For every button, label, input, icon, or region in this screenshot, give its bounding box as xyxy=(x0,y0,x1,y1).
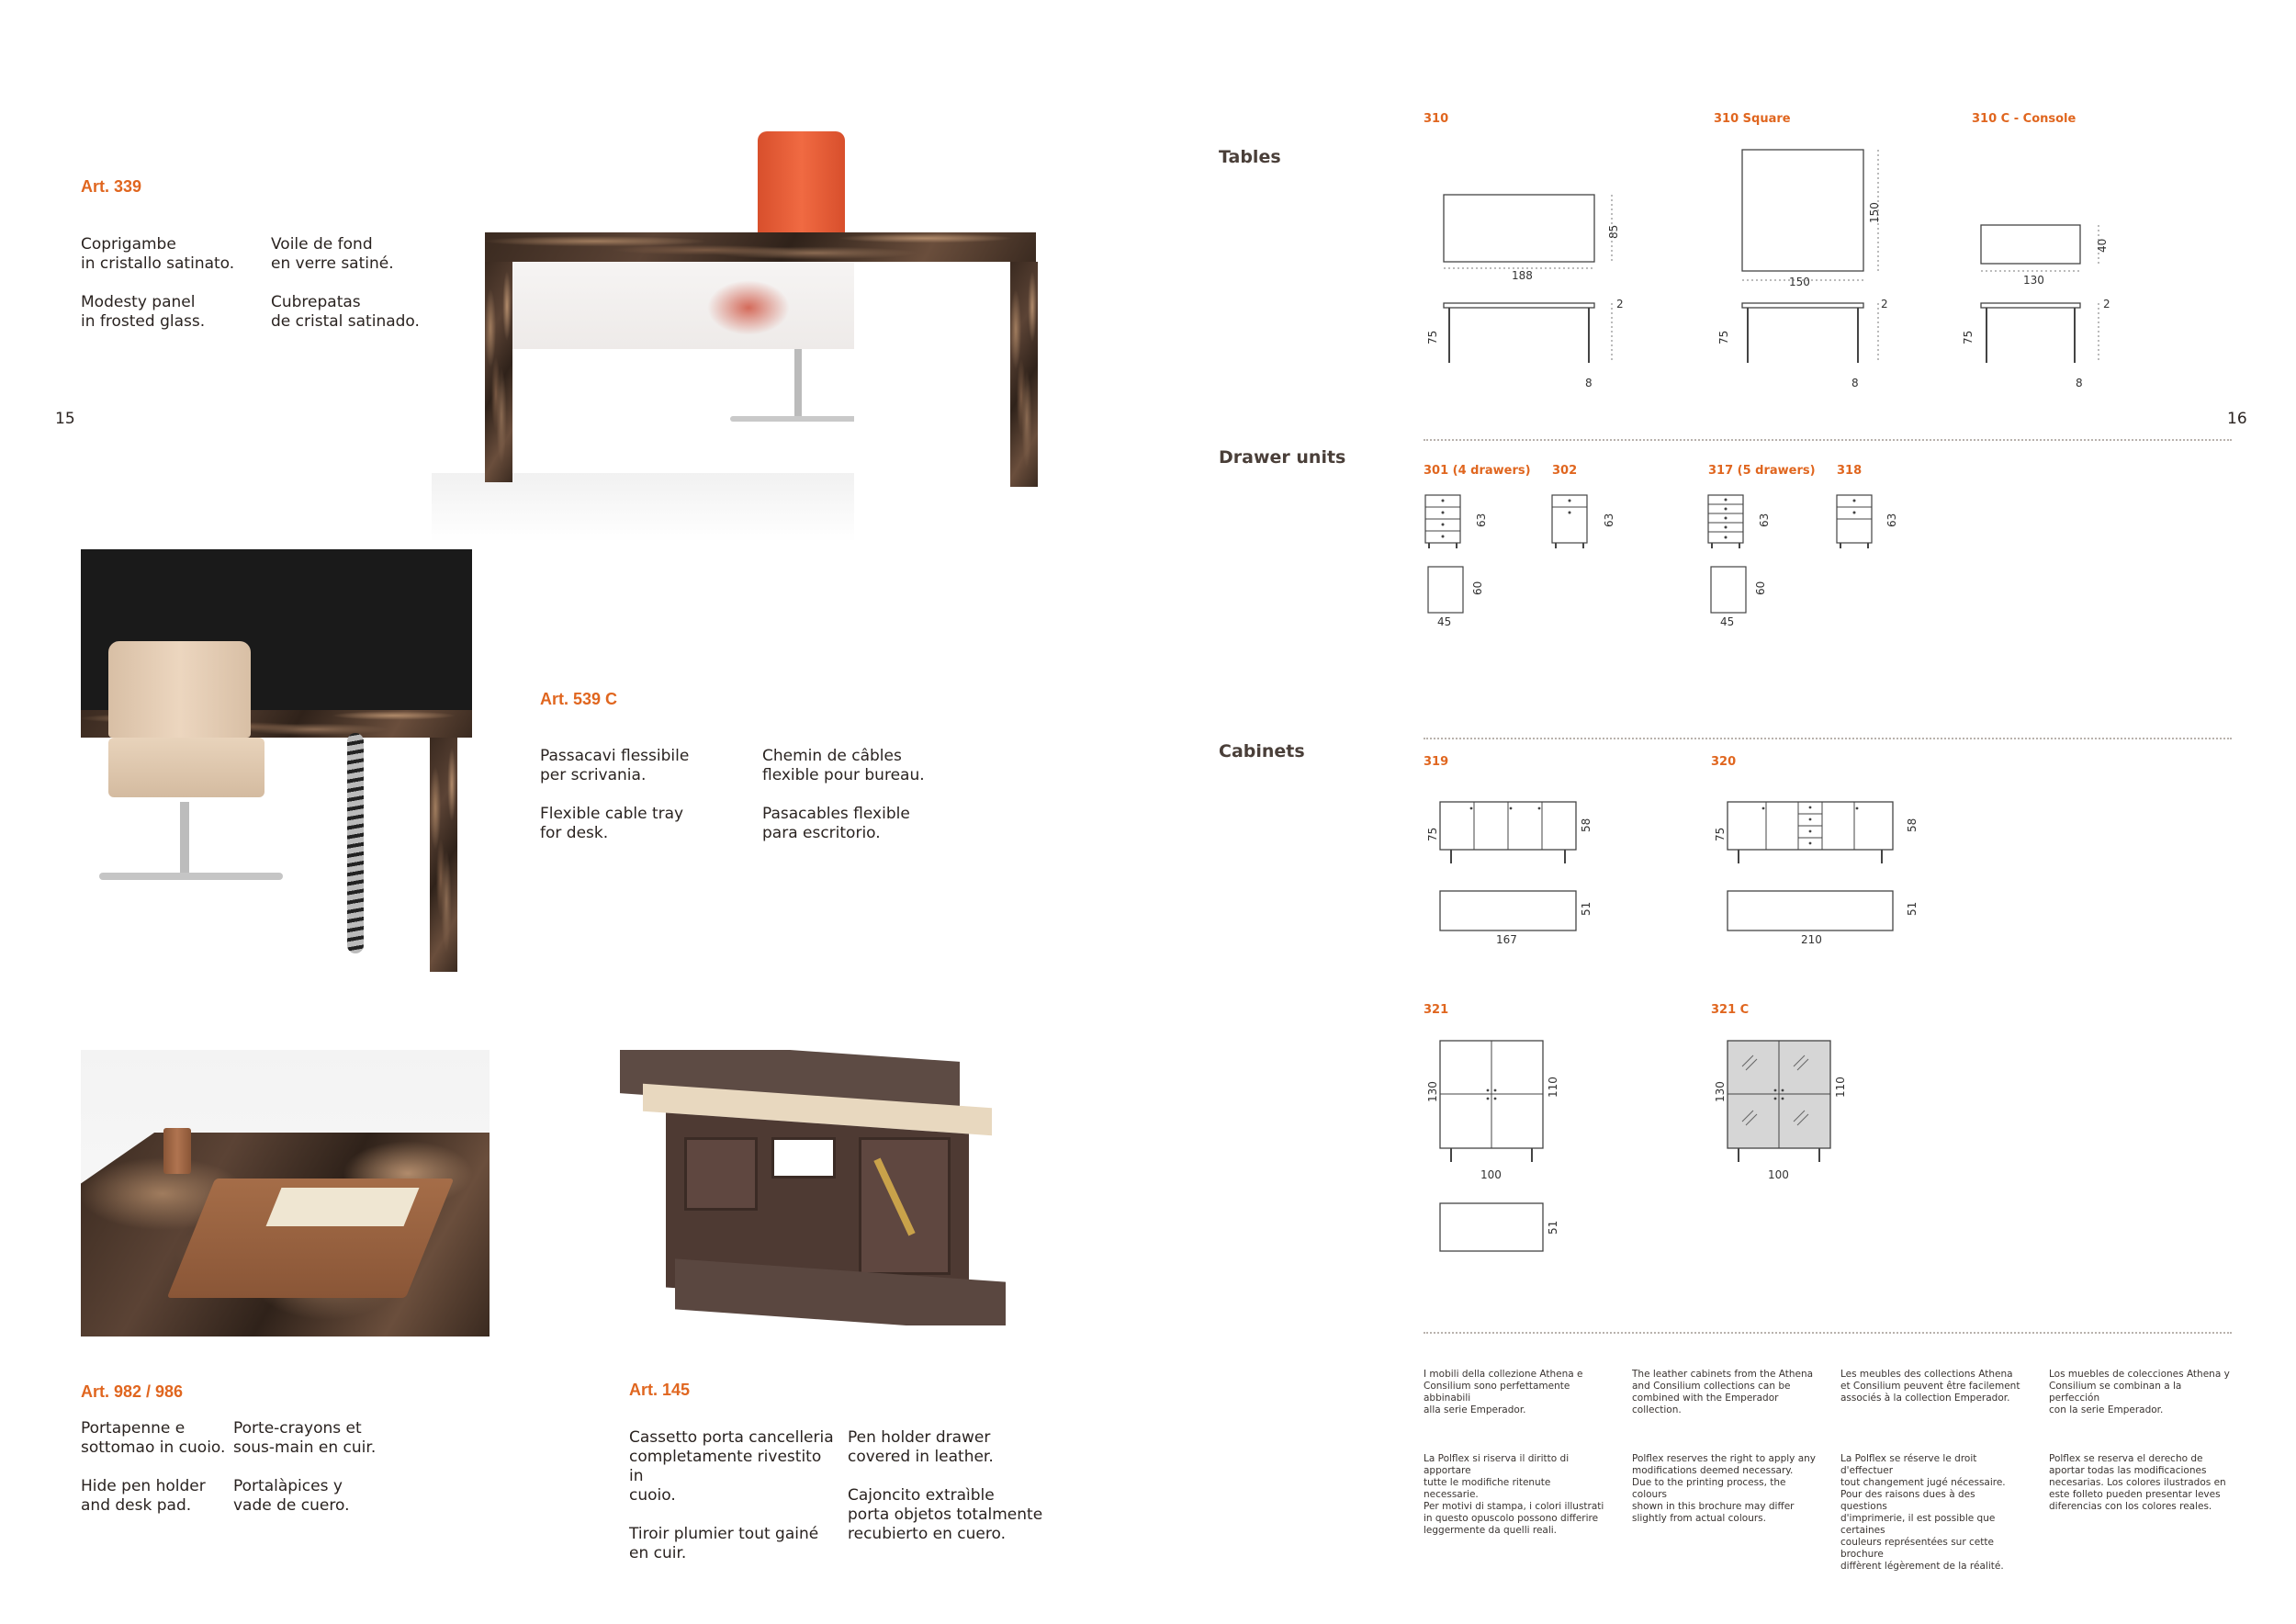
drawer-301-drawing xyxy=(1424,491,1497,629)
cable-tray-photo xyxy=(81,549,472,974)
footnote-es-2: Polflex se reserva el derecho de aportar todas las modificaciones necesarias. Los colores ilustrados en este folleto pueden presentar leves diferencias con los colores reales. xyxy=(2049,1453,2226,1512)
art-982-title: Art. 982 / 986 xyxy=(81,1382,184,1401)
drawer-301-depth: 60 xyxy=(1471,581,1484,595)
cabinet-321-depth: 51 xyxy=(1547,1220,1559,1235)
cabinet-319-depth: 51 xyxy=(1580,901,1593,916)
drawer-317-code: 317 (5 drawers) xyxy=(1708,464,1816,478)
desk-top xyxy=(485,232,1036,262)
table-310c-code: 310 C - Console xyxy=(1972,112,2077,126)
art-145-text-col1: Cassetto porta cancelleria completamente rivestito in cuoio. Tiroir plumier tout gainé en cuir. xyxy=(629,1428,834,1562)
table-310-width: 188 xyxy=(1512,269,1533,282)
cabinet-320-total-height: 75 xyxy=(1714,827,1727,841)
footnote-es-1: Los muebles de colecciones Athena y Consilium se combinan a la perfección con la serie Emperador. xyxy=(2049,1369,2230,1415)
cabinet-321-total-height: 130 xyxy=(1426,1081,1439,1102)
table-310c-leg: 8 xyxy=(2076,377,2083,389)
art-339-title: Art. 339 xyxy=(81,177,142,196)
drawer-318-code: 318 xyxy=(1837,464,1863,478)
table-310-drawing xyxy=(1433,184,1616,386)
table-310-square-top: 2 xyxy=(1881,298,1888,310)
art-145-title: Art. 145 xyxy=(629,1381,691,1399)
table-310-depth: 85 xyxy=(1607,224,1620,239)
table-310c-width: 130 xyxy=(2023,274,2044,287)
table-310-leg: 8 xyxy=(1585,377,1593,389)
cabinet-320-body-height: 58 xyxy=(1906,818,1919,832)
art-982-text-col1: Portapenne e sottomao in cuoio. Hide pen holder and desk pad. xyxy=(81,1419,226,1515)
drawer-317-depth: 60 xyxy=(1754,581,1767,595)
table-310-square-depth: 150 xyxy=(1868,202,1881,223)
drawer-317-drawing xyxy=(1706,491,1780,629)
section-title-cabinets: Cabinets xyxy=(1219,741,1305,761)
cabinet-321c-code: 321 C xyxy=(1711,1003,1750,1017)
desk-leg-right xyxy=(1010,262,1038,487)
drawer-302-drawing xyxy=(1550,491,1605,556)
cabinet-321c-drawing xyxy=(1720,1033,1858,1180)
footnote-fr-2: La Polflex se réserve le droit d'effectuer tout changement jugé nécessaire. Pour des raisons dues à des questions d'imprimerie, il est possible que certaines couleurs représentées sur cette brochure diffèrent légèrement de la réalité. xyxy=(1840,1453,2006,1572)
drawer-318-height: 63 xyxy=(1885,513,1898,527)
table-310-code: 310 xyxy=(1424,112,1449,126)
table-310-square-drawing xyxy=(1731,142,1896,386)
drawer-318-drawing xyxy=(1835,491,1890,556)
table-310-top: 2 xyxy=(1616,298,1624,310)
cabinet-319-drawing xyxy=(1433,795,1607,942)
separator-2 xyxy=(1424,738,2232,739)
drawer-301-height: 63 xyxy=(1475,513,1488,527)
table-310-square-leg: 8 xyxy=(1851,377,1859,389)
drawer-317-width: 45 xyxy=(1720,615,1735,628)
art-982-text-col2: Porte-crayons et sous-main en cuir. Portalàpices y vade de cuero. xyxy=(233,1419,377,1515)
cabinet-321-code: 321 xyxy=(1424,1003,1449,1017)
section-title-tables: Tables xyxy=(1219,147,1281,167)
page-number-left: 15 xyxy=(55,410,75,428)
table-310-square-height: 75 xyxy=(1717,330,1730,344)
table-310c-depth: 40 xyxy=(2096,238,2109,253)
cabinet-320-width: 210 xyxy=(1801,933,1822,946)
art-539c-title: Art. 539 C xyxy=(540,690,618,708)
table-310c-top: 2 xyxy=(2103,298,2110,310)
footnote-it-1: I mobili della collezione Athena e Consilium sono perfettamente abbinabili alla serie Emperador. xyxy=(1424,1369,1583,1415)
separator-3 xyxy=(1424,1332,2232,1334)
cabinet-321c-total-height: 130 xyxy=(1714,1081,1727,1102)
drawer-301-code: 301 (4 drawers) xyxy=(1424,464,1531,478)
cabinet-321-body-height: 110 xyxy=(1547,1077,1559,1098)
cabinet-320-code: 320 xyxy=(1711,755,1737,769)
cabinet-319-body-height: 58 xyxy=(1580,818,1593,832)
cabinet-319-width: 167 xyxy=(1496,933,1517,946)
footnote-fr-1: Les meubles des collections Athena et Consilium peuvent être facilement associés à la collection Emperador. xyxy=(1840,1369,2020,1404)
footnote-en-1: The leather cabinets from the Athena and Consilium collections can be combined with the Emperador collection. xyxy=(1632,1369,1814,1415)
drawer-317-height: 63 xyxy=(1758,513,1771,527)
drawer-302-height: 63 xyxy=(1603,513,1615,527)
cabinet-320-drawing xyxy=(1720,795,1913,942)
table-310-square-code: 310 Square xyxy=(1714,112,1791,126)
page-number-right: 16 xyxy=(2227,410,2247,428)
section-title-drawers: Drawer units xyxy=(1219,447,1346,468)
art-539c-text-col1: Passacavi flessibile per scrivania. Flexible cable tray for desk. xyxy=(540,747,690,842)
cabinet-321c-width: 100 xyxy=(1768,1168,1789,1181)
footnote-it-2: La Polflex si riserva il diritto di apportare tutte le modifiche ritenute necessarie. Per motivi di stampa, i colori illustrati in questo opuscolo possono differire leggermente da quelli reali. xyxy=(1424,1453,1604,1536)
drawer-302-code: 302 xyxy=(1552,464,1578,478)
separator-1 xyxy=(1424,439,2232,441)
table-310-square-width: 150 xyxy=(1789,276,1810,288)
drawer-301-width: 45 xyxy=(1437,615,1452,628)
table-310c-height: 75 xyxy=(1962,330,1975,344)
art-339-text-col2: Voile de fond en verre satiné. Cubrepatas de cristal satinado. xyxy=(271,235,420,331)
cabinet-321c-body-height: 110 xyxy=(1834,1077,1847,1098)
table-310-height: 75 xyxy=(1426,330,1439,344)
footnote-en-2: Polflex reserves the right to apply any modifications deemed necessary. Due to the printing process, the colours shown in this brochure may differ slightly from actual colours. xyxy=(1632,1453,1817,1524)
art-539c-text-col2: Chemin de câbles flexible pour bureau. Pasacables flexible para escritorio. xyxy=(762,747,925,842)
art-145-text-col2: Pen holder drawer covered in leather. Cajoncito extraìble porta objetos totalmente recubierto en cuero. xyxy=(848,1428,1043,1543)
desk-photo xyxy=(432,124,854,542)
art-339-text-col1: Coprigambe in cristallo satinato. Modesty panel in frosted glass. xyxy=(81,235,235,331)
cabinet-320-depth: 51 xyxy=(1906,901,1919,916)
desk-pad-photo xyxy=(81,1050,490,1336)
cabinet-321-width: 100 xyxy=(1480,1168,1502,1181)
cabinet-319-total-height: 75 xyxy=(1426,827,1439,841)
pen-drawer-photo xyxy=(620,1050,1010,1325)
cabinet-319-code: 319 xyxy=(1424,755,1449,769)
